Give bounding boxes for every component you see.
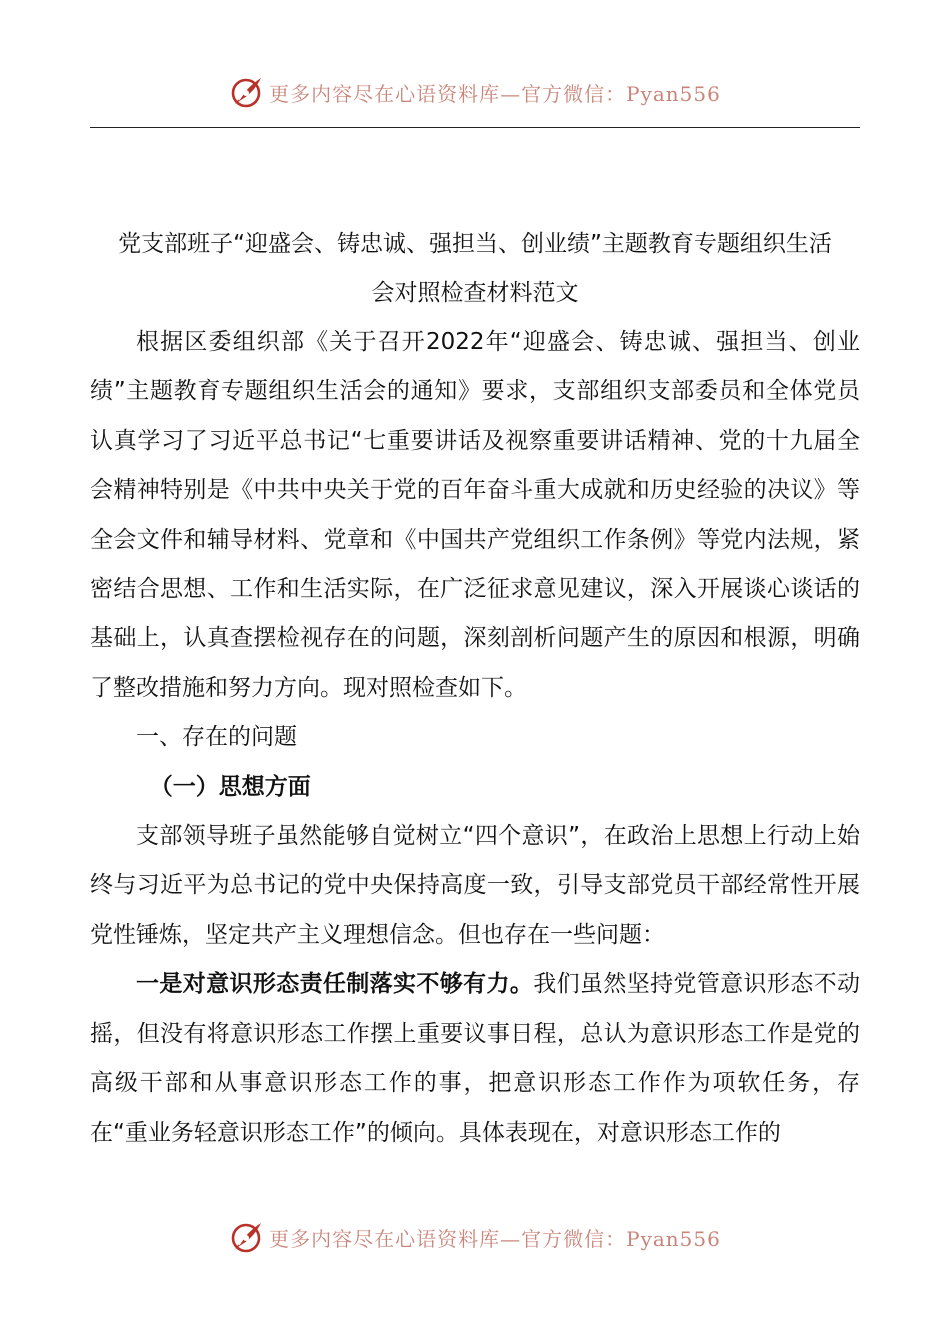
subsection-heading-thinking: （一）思想方面 — [149, 773, 311, 800]
header-divider — [90, 127, 860, 128]
document-title-line-1: 党支部班子“迎盛会、铸忠诚、强担当、创业绩”主题教育专题组织生活 — [118, 231, 832, 257]
quill-pen-logo-icon — [229, 74, 265, 110]
watermark-text: 更多内容尽在心语资料库—官方微信：Pyan556 — [269, 81, 721, 106]
intro-paragraph: 根据区委组织部《关于召开2022年“迎盛会、铸忠诚、强担当、创业绩”主题教育专题组织生活会的通知》要求，支部组织支部委员和全体党员认真学习了习近平总书记“七重要讲话及视察重要讲话精神、党的十九届全会精神特别是《中共中央关于党的百年奋斗重大成就和历史经验的决议》等全会文件和辅导材料、党章和《中国共产党组织工作条例》等党内法规，紧密结合思想、工作和生活实际，在广泛征求意见建议，深入开展谈心谈话的基础上，认真查摆检视存在的问题，深刻剖析问题产生的原因和根源，明确了整改措施和努力方向。现对照检查如下。 — [90, 329, 860, 701]
footer-watermark-banner — [0, 1215, 950, 1259]
document-body — [90, 220, 860, 1158]
quill-pen-logo-icon — [229, 1219, 265, 1255]
paragraph-body-text: 我们虽然坚持党管意识形态不动摇，但没有将意识形态工作摆上重要议事日程，总认为意识形态工作是党的高级干部和从事意识形态工作的事，把意识形态工作作为项软任务，存在“重业务轻意识形态工作”的倾向。具体表现在，对意识形态工作的 — [90, 971, 861, 1146]
ideology-responsibility-paragraph — [90, 960, 860, 1158]
section-heading-problems: 一、存在的问题 — [136, 724, 297, 751]
paragraph-lead-phrase: 一是对意识形态责任制落实不够有力。 — [136, 971, 534, 998]
thinking-paragraph: 支部领导班子虽然能够自觉树立“四个意识”，在政治上思想上行动上始终与习近平为总书记的党中央保持高度一致，引导支部党员干部经常性开展党性锤炼，坚定共产主义理想信念。但也存在一些问题： — [90, 823, 860, 948]
header-watermark-banner — [0, 70, 950, 114]
watermark-text: 更多内容尽在心语资料库—官方微信：Pyan556 — [269, 1226, 721, 1251]
document-title-line-2: 会对照检查材料范文 — [371, 280, 579, 306]
